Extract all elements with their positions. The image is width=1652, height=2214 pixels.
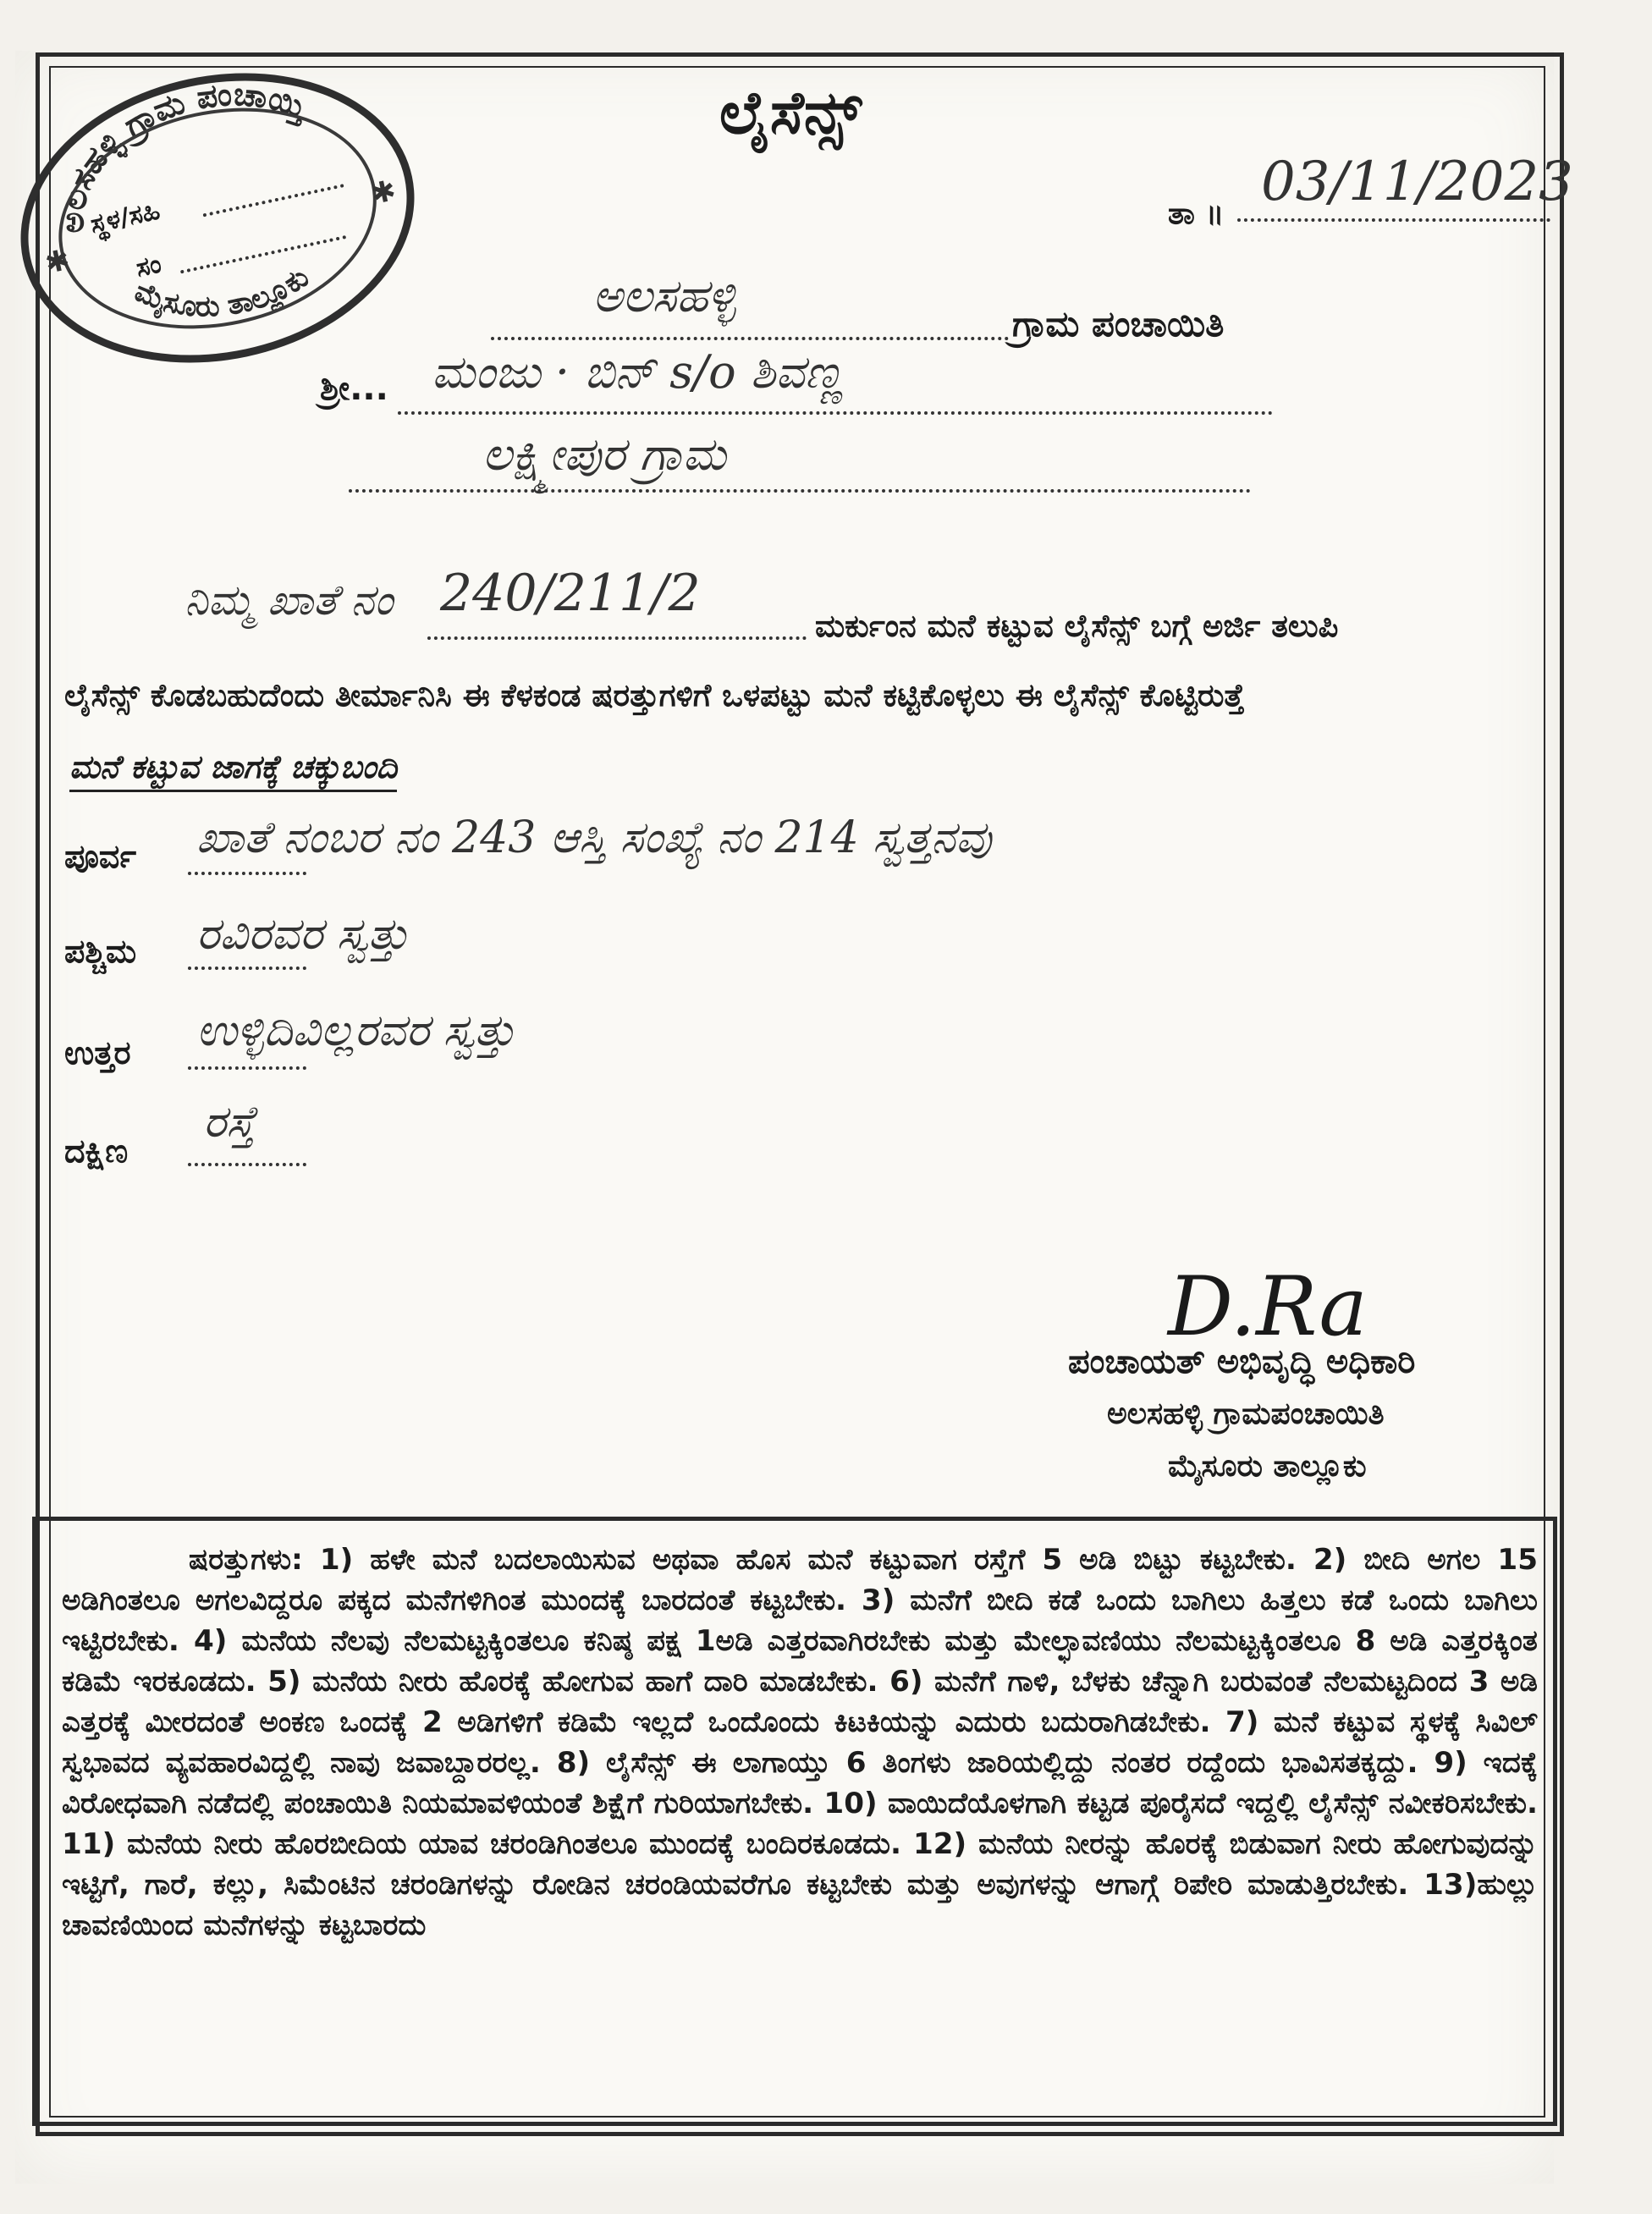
issue-date: 03/11/2023 [1261,151,1573,213]
holder-name: ಮಂಜು · ಬಿನ್ s/o ಶಿವಣ್ಣ [432,345,844,399]
west-underline [188,967,306,970]
seal-bottom-text: ಮೈಸೂರು ತಾಲ್ಲೂಕು [129,260,316,324]
document-title: ಲೈಸೆನ್ಸ್ [719,78,862,147]
panchayat-label: ಗ್ರಾಮ ಪಂಚಾಯಿತಿ [1012,303,1225,344]
star-icon: ✱ [41,242,74,281]
village-name: ಲಕ್ಷ್ಮೀಪುರ ಗ್ರಾಮ [482,427,727,481]
seal-line-1: ಸ್ಥಳ/ಸಹಿ [87,196,163,240]
boundary-heading: ಮನೆ ಕಟ್ಟುವ ಜಾಗಕ್ಕೆ ಚಕ್ಕುಬಂದಿ [69,748,397,792]
property-number: 240/211/2 [440,564,701,623]
date-label: ತಾ ॥ [1168,196,1225,231]
south-label: ದಕ್ಷಿಣ [64,1132,129,1170]
south-underline [188,1163,306,1166]
property-number-underline [427,636,807,640]
east-underline [188,872,306,875]
conditions-text: ಷರತ್ತುಗಳು: 1) ಹಳೇ ಮನೆ ಬದಲಾಯಿಸುವ ಅಥವಾ ಹೊಸ ಮನೆ ಕಟ್ಟುವಾಗ ರಸ್ತೆಗೆ 5 ಅಡಿ ಬಿಟ್ಟು ಕಟ್ಟಬೇಕು. 2) ಬೀದಿ ಅಗಲ 15 ಅಡಿಗಿಂತಲೂ ಅಗಲವಿದ್ದರೂ ಪಕ್ಕದ ಮನೆಗಳಿಗಿಂತ ಮುಂದಕ್ಕೆ ಬಾರದಂತೆ ಕಟ್ಟಬೇಕು. 3) ಮನೆಗೆ ಬೀದಿ ಕಡೆ ಒಂದು ಬಾಗಿಲು ಹಿತ್ತಲು ಕಡೆ ಒಂದು ಬಾಗಿಲು ಇಟ್ಟಿರಬೇಕು. 4) ಮನೆಯ ನೆಲವು ನೆಲಮಟ್ಟಕ್ಕಿಂತಲೂ ಕನಿಷ್ಠ ಪಕ್ಷ 1ಅಡಿ ಎತ್ತರವಾಗಿರಬೇಕು ಮತ್ತು ಮೇಲ್ಛಾವಣಿಯು ನೆಲಮಟ್ಟಕ್ಕಿಂತಲೂ 8 ಅಡಿ ಎತ್ತರಕ್ಕಿಂತ ಕಡಿಮೆ ಇರಕೂಡದು. 5) ಮನೆಯ ನೀರು ಹೊರಕ್ಕೆ ಹೋಗುವ ಹಾಗೆ ದಾರಿ ಮಾಡಬೇಕು. 6) ಮನೆಗೆ ಗಾಳಿ, ಬೆಳಕು ಚೆನ್ನಾಗಿ ಬರುವಂತೆ ನೆಲಮಟ್ಟದಿಂದ 3 ಅಡಿ ಎತ್ತರಕ್ಕೆ ಮೀರದಂತೆ ಅಂಕಣ ಒಂದಕ್ಕೆ 2 ಅಡಿಗಳಿಗೆ ಕಡಿಮೆ ಇಲ್ಲದೆ ಒಂದೊಂದು ಕಿಟಕಿಯನ್ನು ಎದುರು ಬದುರಾಗಿಡಬೇಕು. 7) ಮನೆ ಕಟ್ಟುವ ಸ್ಥಳಕ್ಕೆ ಸಿವಿಲ್ ಸ್ವಭಾವದ ವ್ಯವಹಾರವಿದ್ದಲ್ಲಿ ನಾವು ಜವಾಬ್ದಾರರಲ್ಲ. 8) ಲೈಸೆನ್ಸ್ ಈ ಲಾಗಾಯ್ತು 6 ತಿಂಗಳು ಜಾರಿಯಲ್ಲಿದ್ದು ನಂತರ ರದ್ದೆಂದು ಭಾವಿಸತಕ್ಕದ್ದು. 9) ಇದಕ್ಕೆ ವಿರೋಧವಾಗಿ ನಡೆದಲ್ಲಿ ಪಂಚಾಯಿತಿ ನಿಯಮಾವಳಿಯಂತೆ ಶಿಕ್ಷೆಗೆ ಗುರಿಯಾಗಬೇಕು. 10) ವಾಯಿದೆಯೊಳಗಾಗಿ ಕಟ್ಟಡ ಪೂರೈಸದೆ ಇದ್ದಲ್ಲಿ ಲೈಸೆನ್ಸ್ ನವೀಕರಿಸಬೇಕು. 11) ಮನೆಯ ನೀರು ಹೊರಬೀದಿಯ ಯಾವ ಚರಂಡಿಗಿಂತಲೂ ಮುಂದಕ್ಕೆ ಬಂದಿರಕೂಡದು. 12) ಮನೆಯ ನೀರನ್ನು ಹೊರಕ್ಕೆ ಬಿಡುವಾಗ ನೀರು ಹೋಗುವುದನ್ನು ಇಟ್ಟಿಗೆ, ಗಾರೆ, ಕಲ್ಲು, ಸಿಮೆಂಟಿನ ಚರಂಡಿಗಳನ್ನು ರೋಡಿನ ಚರಂಡಿಯವರೆಗೂ ಕಟ್ಟಬೇಕು ಮತ್ತು ಅವುಗಳನ್ನು ಆಗಾಗ್ಗೆ ರಿಪೇರಿ ಮಾಡುತ್ತಿರಬೇಕು. 13)ಹುಲ್ಲು ಚಾವಣಿಯಿಂದ ಮನೆಗಳನ್ನು ಕಟ್ಟಬಾರದು [62,1543,1538,1942]
officer-taluk: ಮೈಸೂರು ತಾಲ್ಲೂಕು [1168,1449,1367,1484]
intro-text-line-2: ಲೈಸೆನ್ಸ್ ಕೊಡಬಹುದೆಂದು ತೀರ್ಮಾನಿಸಿ ಈ ಕೆಳಕಂಡ ಷರತ್ತುಗಳಿಗೆ ಒಳಪಟ್ಟು ಮನೆ ಕಟ್ಟಿಕೊಳ್ಳಲು ಈ ಲೈಸೆನ್ಸ್ ಕೊಟ್ಟಿರುತ್ತೆ [64,677,1245,713]
khata-prefix: ನಿಮ್ಮ ಖಾತೆ ನಂ [184,576,394,625]
west-boundary: ರವಿರವರ ಸ್ವತ್ತು [196,909,410,960]
intro-text-line-1: ಮರ್ಕುಂನ ಮನೆ ಕಟ್ಟುವ ಲೈಸೆನ್ಸ್ ಬಗ್ಗೆ ಅರ್ಜಿ ತಲುಪಿ [815,608,1339,644]
village-underline [349,489,1251,493]
east-boundary: ಖಾತೆ ನಂಬರ ನಂ 243 ಆಸ್ತಿ ಸಂಖ್ಯೆ ನಂ 214 ಸ್ವತ್ತನವು [196,812,992,863]
panchayat-name-underline [491,337,1009,340]
officer-office: ಅಲಸಹಳ್ಳಿ ಗ್ರಾಮಪಂಚಾಯಿತಿ [1107,1396,1385,1431]
west-label: ಪಶ್ಚಿಮ [64,933,137,970]
conditions-box [32,1517,1557,2126]
panchayat-name: ಅಲಸಹಳ್ಳಿ [592,269,736,322]
officer-signature: D.Ra [1168,1259,1368,1354]
holder-name-underline [398,411,1273,415]
shri-label: ಶ್ರೀ... [320,369,388,408]
date-underline [1237,218,1550,222]
south-boundary: ರಸ್ತೆ [203,1097,256,1148]
east-label: ಪೂರ್ವ [64,838,137,875]
north-label: ಉತ್ತರ [64,1034,131,1071]
seal-line-2: ಸಂ [133,249,164,284]
north-boundary: ಉಳ್ಳಿದಿವಿಲ್ಲರವರ ಸ್ವತ್ತು [196,1005,516,1056]
north-underline [188,1066,306,1070]
seal-top-text: ಅಲಸಹಳ್ಳಿ ಗ್ರಾಮ ಪಂಚಾಯ್ತಿ [53,74,311,234]
star-icon: ✱ [368,173,399,212]
officer-designation: ಪಂಚಾಯತ್ ಅಭಿವೃದ್ಧಿ ಅಧಿಕಾರಿ [1068,1342,1416,1381]
